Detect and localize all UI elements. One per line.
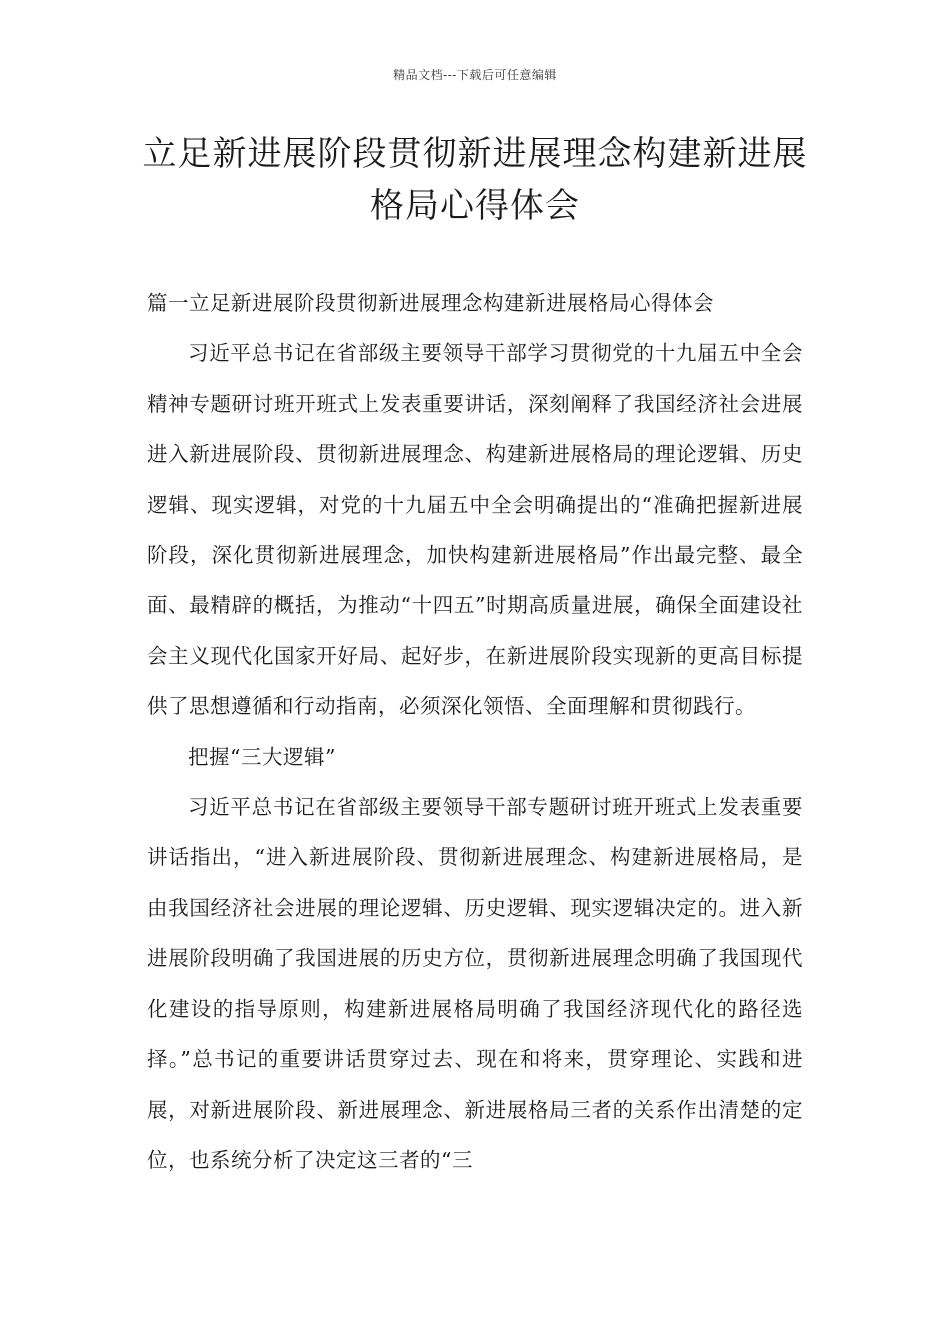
section-heading: 篇一立足新进展阶段贯彻新进展理念构建新进展格局心得体会 [147, 291, 714, 315]
document-body [147, 278, 803, 1185]
paragraph: 习近平总书记在省部级主要领导干部专题研讨班开班式上发表重要讲话指出，“进入新进展阶段、贯彻新进展理念、构建新进展格局，是由我国经济社会进展的理论逻辑、历史逻辑、现实逻辑决定的。进入新进展阶段明确了我国进展的历史方位，贯彻新进展理念明确了我国现代化建设的指导原则，构建新进展格局明确了我国经济现代化的路径选择。”总书记的重要讲话贯穿过去、现在和将来，贯穿理论、实践和进展，对新进展阶段、新进展理念、新进展格局三者的关系作出清楚的定位，也系统分析了决定这三者的“三 [147, 795, 803, 1172]
document-title: 立足新进展阶段贯彻新进展理念构建新进展格局心得体会 [142, 134, 808, 226]
header-note: 精品文档---下载后可任意编辑 [393, 68, 557, 82]
paragraph: 习近平总书记在省部级主要领导干部学习贯彻党的十九届五中全会精神专题研讨班开班式上发表重要讲话，深刻阐释了我国经济社会进展进入新进展阶段、贯彻新进展理念、构建新进展格局的理论逻辑、历史逻辑、现实逻辑，对党的十九届五中全会明确提出的“准确把握新进展阶段，深化贯彻新进展理念，加快构建新进展格局”作出最完整、最全面、最精辟的概括，为推动“十四五”时期高质量进展，确保全面建设社会主义现代化国家开好局、起好步，在新进展阶段实现新的更高目标提供了思想遵循和行动指南，必须深化领悟、全面理解和贯彻践行。 [147, 341, 803, 719]
subheading: 把握“三大逻辑” [188, 744, 336, 769]
